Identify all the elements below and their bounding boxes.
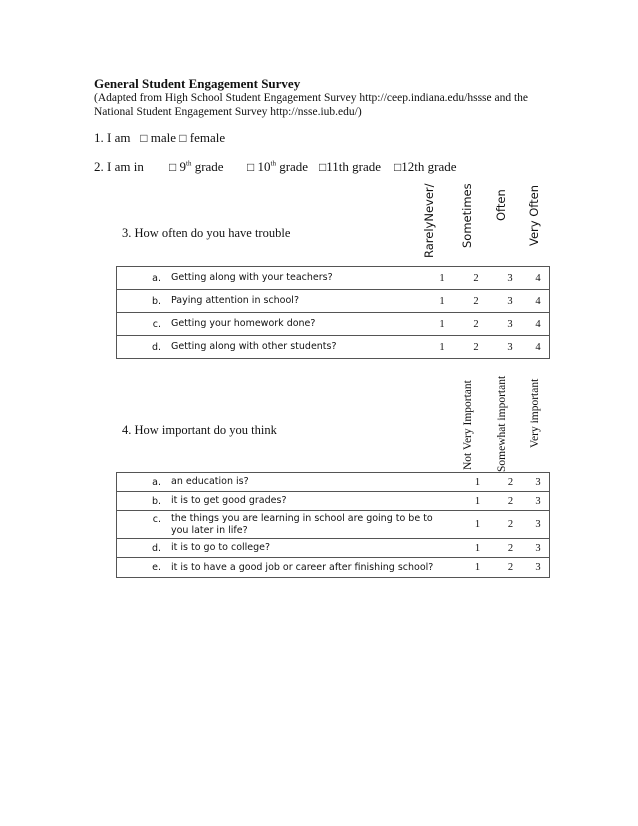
row-letter: e. (117, 558, 172, 578)
row-letter: d. (117, 336, 172, 359)
rating-2[interactable]: 2 (459, 336, 493, 359)
table-row (117, 492, 550, 511)
rating-2[interactable]: 2 (494, 492, 527, 511)
question-1-gender (94, 130, 225, 146)
rating-1[interactable]: 1 (425, 313, 459, 336)
rating-3[interactable]: 3 (527, 511, 550, 539)
rating-1[interactable]: 1 (461, 473, 494, 492)
rating-2[interactable]: 2 (459, 313, 493, 336)
row-text: it is to get good grades? (171, 492, 461, 511)
rating-1[interactable]: 1 (461, 558, 494, 578)
option-female-label: female (189, 130, 226, 145)
row-text: Paying attention in school? (171, 290, 425, 313)
checkbox-12th-grade[interactable]: □ (394, 160, 402, 174)
question-2-label: 2. I am in (94, 159, 144, 174)
table-row (117, 290, 550, 313)
table-row (117, 539, 550, 558)
adapted-note: (Adapted from High School Student Engagement Survey http://ceep.indiana.edu/hssse and the National Student Engagement Survey http://nsse.iub.edu/) (94, 92, 529, 118)
row-text: Getting your homework done? (171, 313, 425, 336)
section-3-question: 3. How often do you have trouble (122, 226, 291, 240)
option-10th-number: 10 (257, 159, 271, 174)
table-row (117, 336, 550, 359)
row-text: Getting along with your teachers? (171, 267, 425, 290)
checkbox-11th-grade[interactable]: □ (319, 160, 327, 174)
rating-1[interactable]: 1 (425, 290, 459, 313)
rating-3[interactable]: 3 (527, 492, 550, 511)
header-often: Often (494, 189, 508, 221)
table-row (117, 267, 550, 290)
rating-2[interactable]: 2 (494, 558, 527, 578)
header-somewhat-important: Somewhat important (496, 375, 508, 472)
rating-3[interactable]: 3 (527, 539, 550, 558)
row-text: an education is? (171, 473, 461, 492)
option-12th-text: 12th grade (401, 159, 457, 174)
row-letter: b. (117, 290, 172, 313)
rating-4[interactable]: 4 (527, 313, 550, 336)
option-9th-grade (169, 159, 224, 175)
rating-1[interactable]: 1 (425, 267, 459, 290)
checkbox-9th-grade[interactable]: □ (169, 160, 177, 174)
option-10th-sup: th (270, 159, 276, 168)
row-letter: d. (117, 539, 172, 558)
option-11th-grade (319, 159, 381, 175)
rating-3[interactable]: 3 (493, 290, 527, 313)
option-10th-grade (247, 159, 308, 175)
rating-1[interactable]: 1 (461, 539, 494, 558)
header-rarely-never: RarelyNever/ (422, 183, 436, 258)
row-text: the things you are learning in school are going to be to you later in life? (171, 511, 461, 539)
rating-1[interactable]: 1 (461, 511, 494, 539)
table-row (117, 313, 550, 336)
question-2-grade (94, 159, 144, 175)
row-letter: a. (117, 473, 172, 492)
row-text: it is to have a good job or career after finishing school? (171, 558, 461, 578)
section-4-table (116, 472, 550, 578)
rating-2[interactable]: 2 (459, 267, 493, 290)
rating-4[interactable]: 4 (527, 336, 550, 359)
section-4-question: 4. How important do you think (122, 423, 277, 437)
checkbox-male[interactable]: □ (140, 131, 148, 145)
rating-3[interactable]: 3 (493, 313, 527, 336)
rating-2[interactable]: 2 (459, 290, 493, 313)
survey-title: General Student Engagement Survey (94, 76, 301, 91)
rating-4[interactable]: 4 (527, 267, 550, 290)
rating-2[interactable]: 2 (494, 511, 527, 539)
option-9th-text: grade (191, 159, 224, 174)
header-very-often: Very Often (527, 184, 541, 246)
header-not-very-important: Not Very Important (462, 380, 474, 470)
row-text: it is to go to college? (171, 539, 461, 558)
checkbox-female[interactable]: □ (179, 131, 187, 145)
option-male-label: male (150, 130, 176, 145)
row-letter: a. (117, 267, 172, 290)
table-row (117, 558, 550, 578)
question-1-label: 1. I am (94, 130, 131, 145)
option-12th-grade (394, 159, 456, 175)
checkbox-10th-grade[interactable]: □ (247, 160, 255, 174)
rating-3[interactable]: 3 (527, 558, 550, 578)
row-letter: b. (117, 492, 172, 511)
row-letter: c. (117, 511, 172, 539)
rating-2[interactable]: 2 (494, 473, 527, 492)
rating-4[interactable]: 4 (527, 290, 550, 313)
option-9th-number: 9 (179, 159, 186, 174)
option-9th-sup: th (186, 159, 192, 168)
header-very-important: Very important (529, 378, 541, 448)
header-sometimes: Sometimes (460, 183, 474, 248)
table-row (117, 473, 550, 492)
option-11th-text: 11th grade (326, 159, 381, 174)
option-10th-text: grade (275, 159, 309, 174)
row-letter: c. (117, 313, 172, 336)
table-row (117, 511, 550, 539)
rating-3[interactable]: 3 (493, 336, 527, 359)
rating-1[interactable]: 1 (461, 492, 494, 511)
rating-2[interactable]: 2 (494, 539, 527, 558)
rating-1[interactable]: 1 (425, 336, 459, 359)
rating-3[interactable]: 3 (527, 473, 550, 492)
row-text: Getting along with other students? (171, 336, 425, 359)
rating-3[interactable]: 3 (493, 267, 527, 290)
section-3-table (116, 266, 550, 359)
